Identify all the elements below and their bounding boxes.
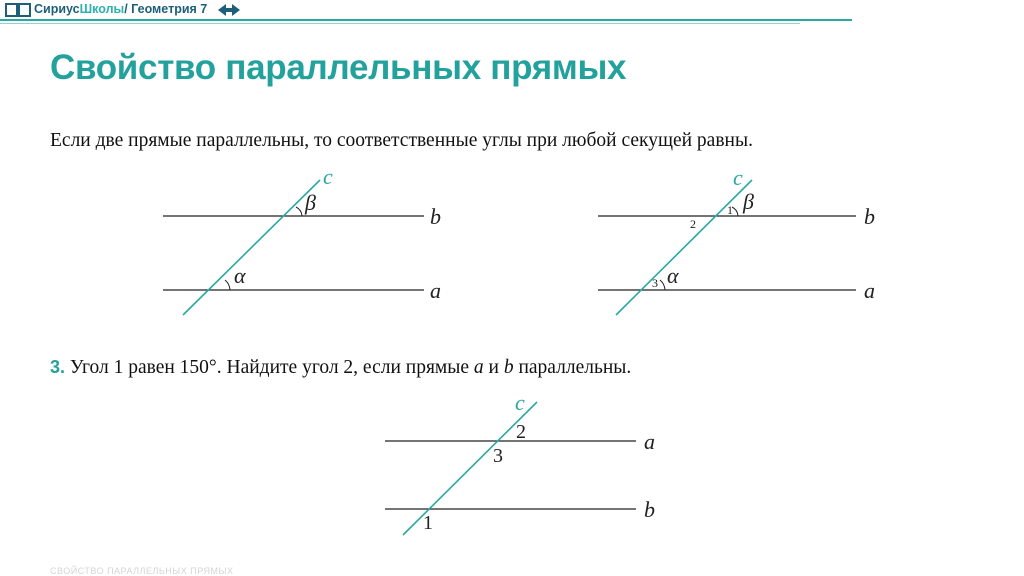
footer-ghost-text: СВОЙСТВО ПАРАЛЛЕЛЬНЫХ ПРЯМЫХ bbox=[50, 566, 234, 576]
task-var-b: b bbox=[503, 357, 514, 378]
brand-bold: Сириус bbox=[34, 2, 80, 16]
mark-2: 2 bbox=[516, 421, 526, 443]
label-b: b bbox=[430, 204, 441, 229]
label-alpha: α bbox=[667, 263, 679, 288]
angle-alpha-arc bbox=[225, 280, 230, 290]
figure-task-3 bbox=[385, 390, 655, 535]
label-a: a bbox=[864, 278, 875, 303]
label-a: a bbox=[430, 278, 441, 303]
brand-light: Школы bbox=[79, 2, 125, 16]
theorem-text: Если две прямые параллельны, то соответственные углы при любой секущей равны. bbox=[50, 130, 753, 151]
mark-3: 3 bbox=[493, 445, 503, 467]
label-beta: β bbox=[743, 189, 754, 214]
label-a: a bbox=[644, 429, 655, 454]
label-b: b bbox=[864, 204, 875, 229]
mark-2: 2 bbox=[690, 217, 696, 231]
slide-title: Свойство параллельных прямых bbox=[50, 48, 627, 87]
label-beta: β bbox=[305, 190, 316, 215]
label-c: c bbox=[733, 165, 743, 190]
label-alpha: α bbox=[234, 263, 246, 288]
task-number: 3. bbox=[50, 357, 66, 377]
mark-3: 3 bbox=[652, 276, 658, 290]
task-text bbox=[50, 357, 631, 379]
figure-corresponding-angles-proof bbox=[598, 165, 875, 315]
mark-1: 1 bbox=[423, 512, 433, 534]
brand-separator: / bbox=[124, 2, 128, 16]
task-var-a: a bbox=[473, 357, 484, 378]
course-label: Геометрия 7 bbox=[127, 2, 208, 16]
transversal-c bbox=[183, 180, 320, 315]
label-b: b bbox=[644, 497, 655, 522]
task-conjunction: и bbox=[488, 357, 499, 378]
task-text-before: Угол 1 равен 150°. Найдите угол 2, если прямые bbox=[69, 357, 470, 378]
angle-beta-arc bbox=[296, 207, 302, 216]
label-c: c bbox=[515, 390, 525, 415]
transversal-c bbox=[616, 180, 752, 315]
label-c: c bbox=[323, 164, 333, 189]
mark-1: 1 bbox=[727, 203, 733, 217]
task-text-after: параллельны. bbox=[518, 357, 632, 378]
angle-3-arc bbox=[660, 280, 665, 290]
figure-corresponding-angles bbox=[163, 164, 441, 315]
